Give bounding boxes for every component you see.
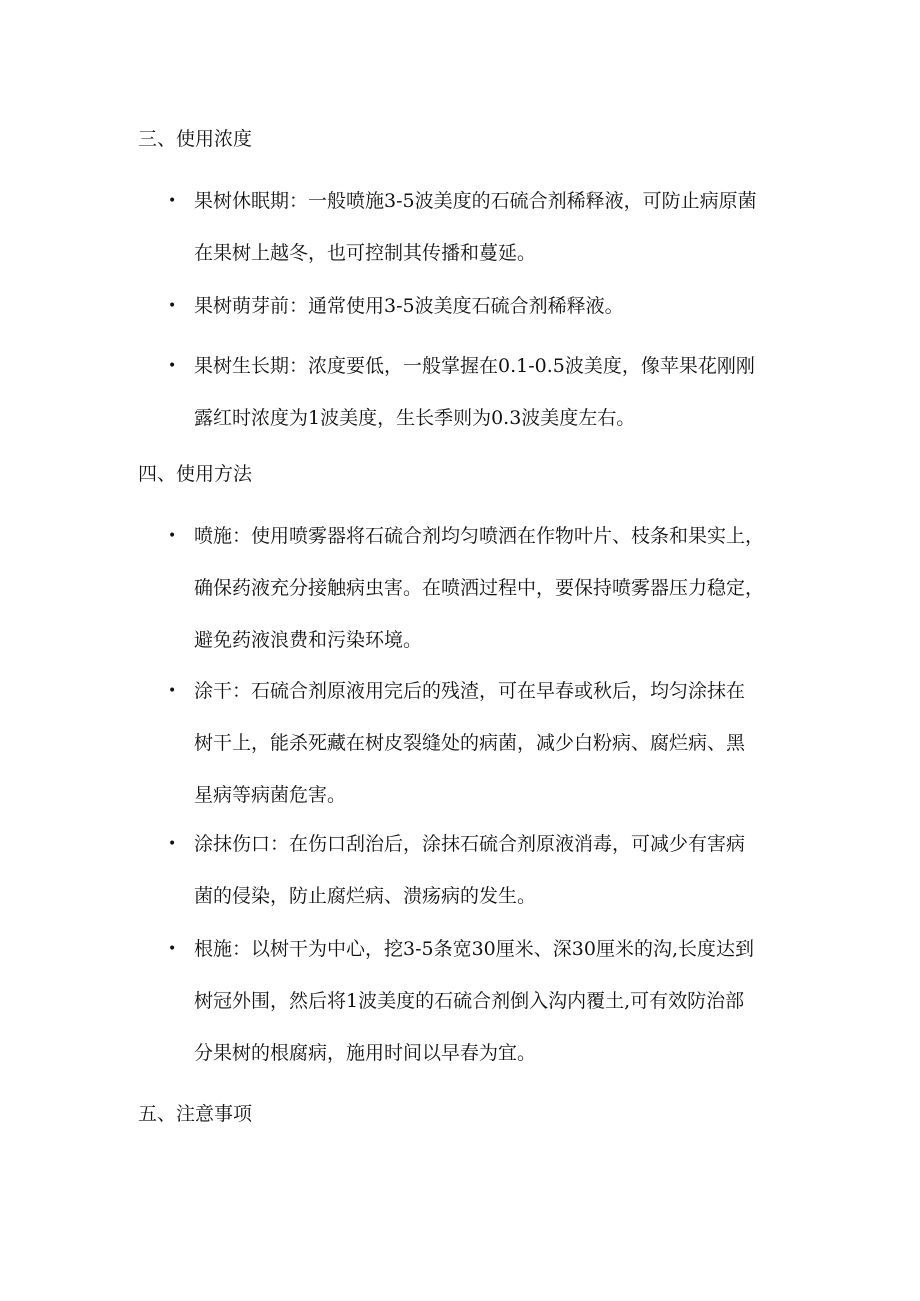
bullet-icon: • (168, 193, 177, 209)
text-line: 在果树上越冬，也可控制其传播和蔓延。 (194, 242, 537, 264)
text-line: 星病等病菌危害。 (194, 784, 347, 806)
bullet-icon: • (168, 528, 177, 544)
text-line: 涂干：石硫合剂原液用完后的残渣，可在早春或秋后，均匀涂抹在 (194, 680, 746, 702)
text-line: 树干上，能杀死藏在树皮裂缝处的病菌，减少白粉病、腐烂病、黑 (194, 732, 746, 754)
list-item-text (194, 353, 794, 457)
bullet-icon: • (168, 298, 177, 314)
bullet-icon: • (168, 358, 177, 374)
text-line: 涂抹伤口：在伤口刮治后，涂抹石硫合剂原液消毒，可减少有害病 (194, 833, 746, 855)
text-line: 果树萌芽前：通常使用3-5波美度石硫合剂稀释液。 (194, 295, 624, 317)
text-line: 避免药液浪费和污染环境。 (194, 629, 423, 651)
text-line: 分果树的根腐病，施用时间以早春为宜。 (194, 1042, 537, 1064)
bullet-icon: • (168, 836, 177, 852)
bullet-icon: • (168, 941, 177, 957)
list-item-text (194, 188, 794, 292)
list-item-text (194, 293, 794, 345)
section-heading-usage-concentration: 三、使用浓度 (138, 128, 253, 150)
text-line: 树冠外围，然后将1波美度的石硫合剂倒入沟内覆土,可有效防治部 (194, 990, 745, 1012)
text-line: 果树生长期：浓度要低，一般掌握在0.1-0.5波美度，像苹果花刚刚 (194, 355, 755, 377)
text-line: 菌的侵染，防止腐烂病、溃疡病的发生。 (194, 885, 537, 907)
list-item-text (194, 936, 794, 1092)
list-item-text (194, 523, 794, 679)
section-heading-usage-method: 四、使用方法 (138, 463, 253, 485)
text-line: 根施：以树干为中心，挖3-5条宽30厘米、深30厘米的沟,长度达到 (194, 938, 754, 960)
text-line: 果树休眠期：一般喷施3-5波美度的石硫合剂稀释液，可防止病原菌 (194, 190, 757, 212)
list-item-text (194, 678, 794, 834)
bullet-icon: • (168, 683, 177, 699)
text-line: 确保药液充分接触病虫害。在喷洒过程中，要保持喷雾器压力稳定， (194, 577, 765, 599)
text-line: 露红时浓度为1波美度，生长季则为0.3波美度左右。 (194, 407, 636, 429)
section-heading-precautions: 五、注意事项 (138, 1103, 253, 1125)
text-line: 喷施：使用喷雾器将石硫合剂均匀喷洒在作物叶片、枝条和果实上， (194, 525, 765, 547)
list-item-text (194, 831, 794, 935)
